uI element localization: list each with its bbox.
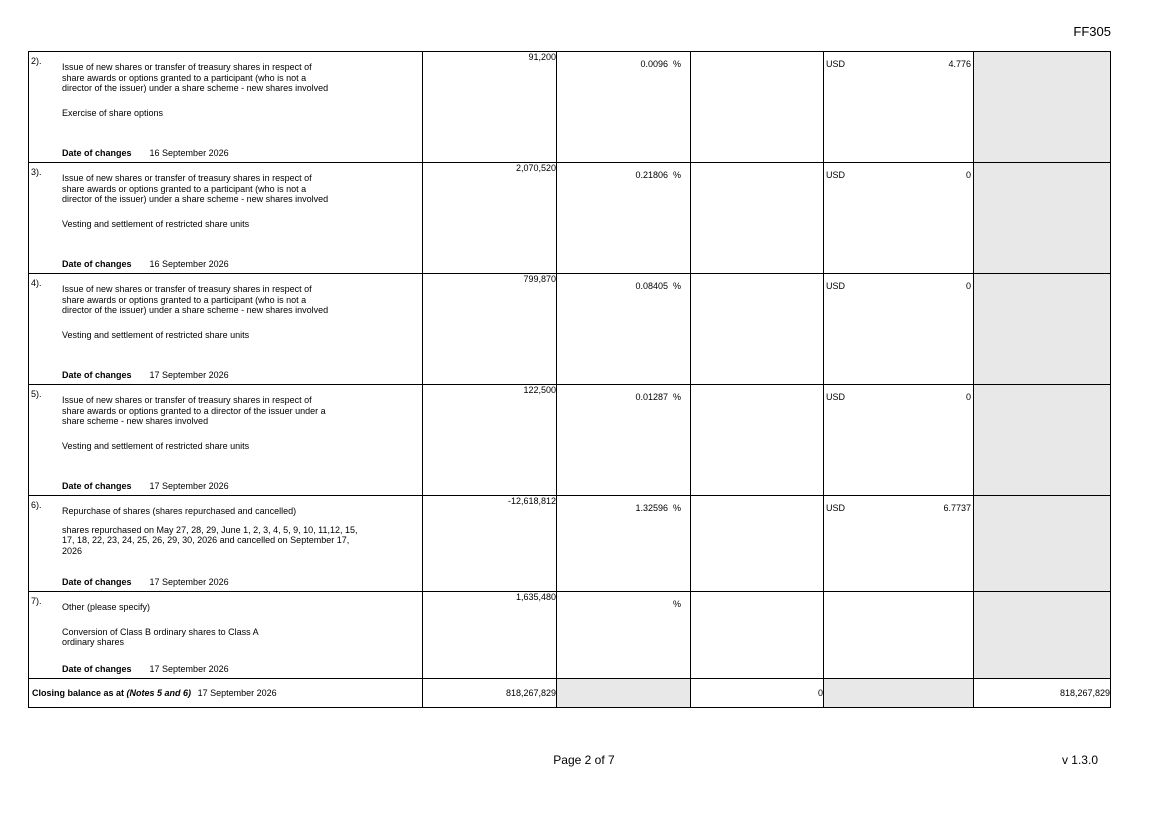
change-description: Issue of new shares or transfer of treasury shares in respect of share awards or options granted to a participant (who is not a director of the issuer) under a share scheme - new shares involved xyxy=(62,173,329,204)
pct-cell xyxy=(557,274,691,385)
date-label: Date of changes xyxy=(62,259,132,269)
row-number: 4). xyxy=(31,278,42,288)
closing-pct-cell xyxy=(557,679,691,708)
closing-balance-row xyxy=(29,679,1111,708)
pct-value: 0.01287 xyxy=(635,392,668,402)
date-of-changes xyxy=(62,148,229,158)
date-label: Date of changes xyxy=(62,148,132,158)
date-of-changes xyxy=(62,664,229,674)
price-cell xyxy=(824,592,974,679)
currency: USD xyxy=(826,503,846,513)
price-cell xyxy=(824,274,974,385)
shares-cell: -12,618,812 xyxy=(423,496,557,592)
movement-row xyxy=(29,52,1111,163)
currency: USD xyxy=(826,59,846,69)
treasury-cell xyxy=(691,52,824,163)
pct-value: 0.0096 xyxy=(640,59,668,69)
change-date: 16 September 2026 xyxy=(149,259,229,269)
movements-table xyxy=(28,51,1111,708)
date-of-changes xyxy=(62,370,229,380)
issue-price: 6.7737 xyxy=(943,503,971,513)
issue-price: 0 xyxy=(965,170,971,180)
closing-notes: (Notes 5 and 6) xyxy=(126,688,192,698)
total-cell xyxy=(974,496,1111,592)
closing-label-cell xyxy=(29,679,423,708)
change-date: 17 September 2026 xyxy=(149,664,229,674)
date-label: Date of changes xyxy=(62,664,132,674)
pct-cell xyxy=(557,385,691,496)
row-number: 3). xyxy=(31,167,42,177)
form-code: FF305 xyxy=(1073,24,1111,39)
price-cell xyxy=(824,496,974,592)
change-detail: Vesting and settlement of restricted share units xyxy=(62,329,250,340)
description-cell xyxy=(29,385,423,496)
change-detail: Vesting and settlement of restricted share units xyxy=(62,440,250,451)
closing-treasury: 0 xyxy=(691,679,824,708)
treasury-cell xyxy=(691,592,824,679)
closing-date: 17 September 2026 xyxy=(197,688,277,698)
shares-cell: 1,635,480 xyxy=(423,592,557,679)
pct-cell xyxy=(557,163,691,274)
change-date: 16 September 2026 xyxy=(149,148,229,158)
date-label: Date of changes xyxy=(62,577,132,587)
pct-value: 0.21806 xyxy=(635,170,668,180)
closing-label: Closing balance as at xyxy=(32,688,125,698)
pct-symbol: % xyxy=(672,392,681,402)
pct-value: 0.08405 xyxy=(635,281,668,291)
closing-total: 818,267,829 xyxy=(974,679,1111,708)
treasury-cell xyxy=(691,385,824,496)
issue-price: 0 xyxy=(965,281,971,291)
date-label: Date of changes xyxy=(62,481,132,491)
issue-price: 4.776 xyxy=(948,59,971,69)
change-description: Repurchase of shares (shares repurchased and cancelled) xyxy=(62,506,297,516)
change-detail: Exercise of share options xyxy=(62,107,164,118)
description-cell xyxy=(29,163,423,274)
total-cell xyxy=(974,385,1111,496)
shares-cell: 122,500 xyxy=(423,385,557,496)
page-number: Page 2 of 7 xyxy=(553,753,615,767)
change-date: 17 September 2026 xyxy=(149,577,229,587)
treasury-cell xyxy=(691,274,824,385)
change-description: Issue of new shares or transfer of treasury shares in respect of share awards or options granted to a participant (who is not a director of the issuer) under a share scheme - new shares involved xyxy=(62,284,329,315)
change-detail: Vesting and settlement of restricted share units xyxy=(62,218,250,229)
price-cell xyxy=(824,52,974,163)
date-of-changes xyxy=(62,259,229,269)
shares-cell: 2,070,520 xyxy=(423,163,557,274)
pct-symbol: % xyxy=(672,59,681,69)
date-of-changes xyxy=(62,481,229,491)
price-cell xyxy=(824,385,974,496)
closing-price-cell xyxy=(824,679,974,708)
pct-value: 1.32596 xyxy=(635,503,668,513)
change-date: 17 September 2026 xyxy=(149,370,229,380)
movement-row xyxy=(29,496,1111,592)
date-label: Date of changes xyxy=(62,370,132,380)
version-label: v 1.3.0 xyxy=(1061,753,1098,767)
description-cell xyxy=(29,52,423,163)
change-detail: Conversion of Class B ordinary shares to Class A ordinary shares xyxy=(62,626,259,647)
pct-cell xyxy=(557,52,691,163)
total-cell xyxy=(974,163,1111,274)
description-cell xyxy=(29,274,423,385)
row-number: 5). xyxy=(31,389,42,399)
movement-row xyxy=(29,592,1111,679)
date-of-changes xyxy=(62,577,229,587)
pct-cell xyxy=(557,592,691,679)
closing-shares: 818,267,829 xyxy=(423,679,557,708)
currency: USD xyxy=(826,170,846,180)
currency: USD xyxy=(826,392,846,402)
total-cell xyxy=(974,592,1111,679)
pct-symbol: % xyxy=(672,599,681,609)
price-cell xyxy=(824,163,974,274)
shares-cell: 91,200 xyxy=(423,52,557,163)
currency: USD xyxy=(826,281,846,291)
row-number: 7). xyxy=(31,596,42,606)
total-cell xyxy=(974,52,1111,163)
change-description: Issue of new shares or transfer of treasury shares in respect of share awards or options granted to a director of the issuer under a share scheme - new shares involved xyxy=(62,395,326,426)
pct-symbol: % xyxy=(672,170,681,180)
movement-row xyxy=(29,385,1111,496)
change-detail: shares repurchased on May 27, 28, 29, June 1, 2, 3, 4, 5, 9, 10, 11,12, 15, 17, 18, 22, 23, 24, 25, 26, 29, 30, 2026 and cancelled on September 17, 2026 xyxy=(62,524,358,556)
row-number: 6). xyxy=(31,500,42,510)
description-cell xyxy=(29,592,423,679)
treasury-cell xyxy=(691,163,824,274)
treasury-cell xyxy=(691,496,824,592)
movement-row xyxy=(29,163,1111,274)
description-cell xyxy=(29,496,423,592)
change-date: 17 September 2026 xyxy=(149,481,229,491)
change-description: Issue of new shares or transfer of treasury shares in respect of share awards or options granted to a participant (who is not a director of the issuer) under a share scheme - new shares involved xyxy=(62,62,329,93)
issue-price: 0 xyxy=(965,392,971,402)
pct-symbol: % xyxy=(672,281,681,291)
change-description: Other (please specify) xyxy=(62,602,151,612)
shares-cell: 799,870 xyxy=(423,274,557,385)
movement-row xyxy=(29,274,1111,385)
movements-body xyxy=(29,52,1111,708)
row-number: 2). xyxy=(31,56,42,66)
total-cell xyxy=(974,274,1111,385)
pct-symbol: % xyxy=(672,503,681,513)
pct-cell xyxy=(557,496,691,592)
